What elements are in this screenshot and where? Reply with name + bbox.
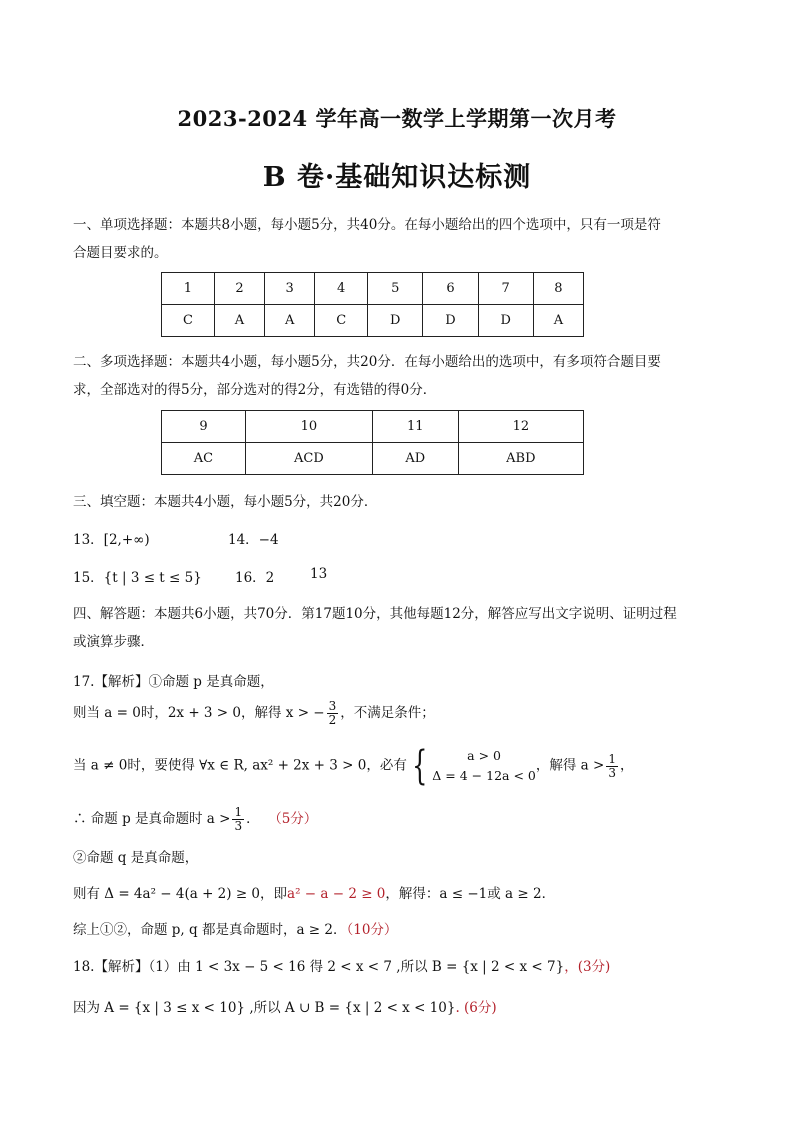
q17-heading: 17.【解析】①命题 p 是真命题，	[73, 674, 274, 690]
table-cell: 8	[533, 273, 583, 305]
section1-intro-line1: 一、单项选择题：本题共8小题，每小题5分，共40分。在每小题给出的四个选项中，只有一项是符	[73, 217, 661, 233]
q17-line6-text: 综上①②，命题 p, q 都是真命题时，a ≥ 2．	[73, 922, 347, 938]
table-cell: D	[478, 305, 533, 337]
inequality-system	[407, 743, 536, 789]
section3-intro: 三、填空题：本题共4小题，每小题5分，共20分．	[73, 494, 378, 510]
table-cell: 1	[162, 273, 215, 305]
section1-number-row	[162, 273, 584, 305]
q17-line5	[73, 882, 555, 902]
table-cell: AC	[162, 443, 246, 475]
table-cell: 3	[265, 273, 315, 305]
table-cell: 4	[315, 273, 368, 305]
section1-intro	[73, 211, 693, 267]
system-row-2: Δ = 4 − 12a < 0	[432, 768, 536, 783]
table-cell: 11	[372, 411, 458, 443]
fraction: $\frac{1}{3}$	[234, 805, 243, 833]
section2-number-row	[162, 411, 584, 443]
q17-line5-text: 则有 Δ = 4a² − 4(a + 2) ≥ 0，即	[73, 886, 288, 902]
score-note: . (6分)	[455, 1000, 497, 1016]
q17-line2-tail: ，	[619, 757, 634, 774]
page-subtitle: B 卷·基础知识达标测	[262, 162, 532, 193]
score-note: （10分）	[346, 922, 398, 938]
table-cell: C	[162, 305, 215, 337]
table-cell: A	[533, 305, 583, 337]
page-title: 2023-2024 学年高一数学上学期第一次月考	[177, 106, 617, 131]
score-note: ，(3分)	[564, 959, 611, 975]
q17-line6	[73, 918, 397, 938]
section2-intro	[73, 348, 693, 404]
answer-16-part1: 16．2	[235, 570, 275, 586]
score-note: （5分）	[268, 811, 318, 827]
table-cell: A	[265, 305, 315, 337]
q17-line4: ②命题 q 是真命题，	[73, 850, 199, 866]
section4-intro	[73, 600, 693, 656]
section2-intro-line2: 求，全部选对的得5分，部分选对的得2分，有选错的得0分．	[73, 382, 437, 398]
q18-line1	[73, 955, 610, 975]
q17-line2	[73, 743, 634, 789]
q17-line2-text: 当 a ≠ 0时，要使得 ∀x ∈ R, ax² + 2x + 3 > 0，必有	[73, 757, 407, 774]
table-cell: D	[368, 305, 423, 337]
section1-intro-line2: 合题目要求的。	[73, 245, 168, 261]
answer-15: 15．{t | 3 ≤ t ≤ 5}	[73, 570, 202, 586]
table-cell: AD	[372, 443, 458, 475]
table-cell: ABD	[458, 443, 583, 475]
q17-line2-mid: ，解得 a >	[535, 757, 605, 774]
q17-line5-tail: ，解得：a ≤ −1或 a ≥ 2．	[385, 886, 556, 902]
q17-line1	[73, 700, 435, 727]
q18-line1-text: 18.【解析】（1）由 1 < 3x − 5 < 16 得 2 < x < 7 ,所以 B = {x | 2 < x < 7}	[73, 959, 565, 975]
section2-intro-line1: 二、多项选择题：本题共4小题，每小题5分，共20分．在每小题给出的选项中，有多项符合题目要	[73, 354, 661, 370]
answer-14: 14．−4	[228, 532, 279, 548]
fraction: $\frac{3}{2}$	[328, 699, 337, 727]
table-cell: ACD	[245, 443, 372, 475]
table-cell: 5	[368, 273, 423, 305]
q17-line3-text: ∴ 命题 p 是真命题时 a >	[73, 811, 231, 827]
answer-16-part2: 13	[310, 566, 328, 582]
q17-line3-tail: ．	[246, 811, 260, 827]
section4-intro-line2: 或演算步骤．	[73, 634, 154, 650]
section1-answer-table	[161, 272, 584, 337]
fraction: $\frac{1}{3}$	[608, 751, 616, 780]
q18-line2	[73, 996, 497, 1016]
section1-answer-row	[162, 305, 584, 337]
answer-13: 13．[2,+∞)	[73, 532, 150, 548]
highlighted-inequality: a² − a − 2 ≥ 0	[287, 886, 386, 902]
table-cell: 2	[214, 273, 264, 305]
section2-answer-table	[161, 410, 584, 475]
table-cell: 6	[423, 273, 478, 305]
q17-line1-tail: ，不满足条件；	[340, 705, 435, 721]
left-brace: {	[411, 743, 428, 789]
table-cell: A	[214, 305, 264, 337]
q17-line1-text: 则当 a = 0时，2x + 3 > 0，解得 x > −	[73, 705, 325, 721]
table-cell: D	[423, 305, 478, 337]
table-cell: 9	[162, 411, 246, 443]
section4-intro-line1: 四、解答题：本题共6小题，共70分．第17题10分，其他每题12分，解答应写出文字说明、证明过程	[73, 606, 677, 622]
table-cell: 12	[458, 411, 583, 443]
table-cell: C	[315, 305, 368, 337]
table-cell: 10	[245, 411, 372, 443]
system-row-1: a > 0	[467, 748, 501, 763]
table-cell: 7	[478, 273, 533, 305]
q18-line2-text: 因为 A = {x | 3 ≤ x < 10} ,所以 A ∪ B = {x | 2 < x < 10}	[73, 1000, 456, 1016]
section2-answer-row	[162, 443, 584, 475]
q17-line3	[73, 806, 317, 833]
